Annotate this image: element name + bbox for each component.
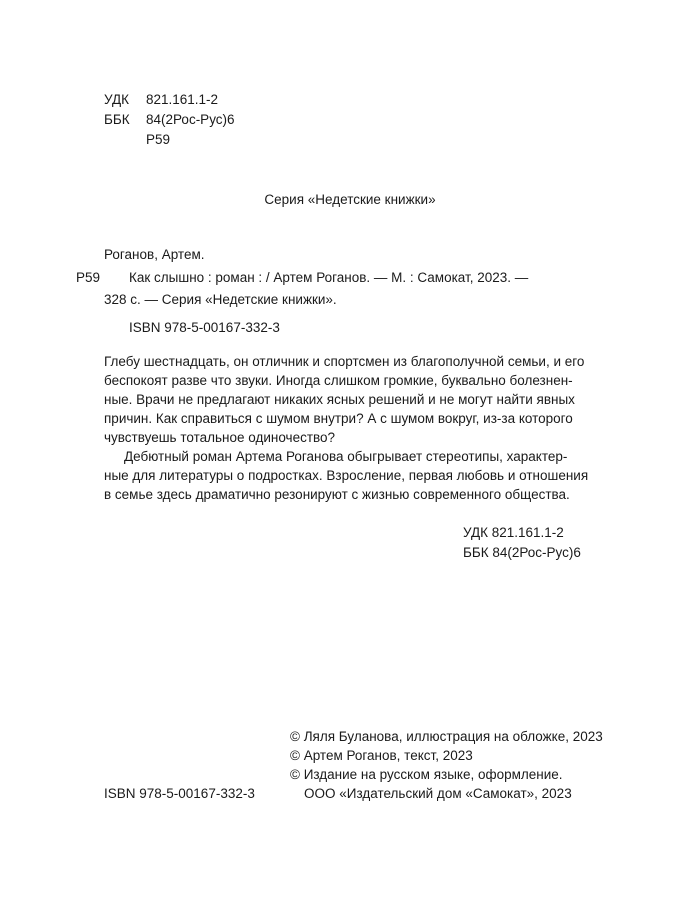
annotation-line: Глебу шестнадцать, он отличник и спортсмен из благополучной семьи, и его (104, 354, 585, 369)
annotation-paragraph-2 (104, 447, 594, 504)
annotation-paragraph-1 (104, 352, 594, 447)
bbk-row (104, 110, 235, 129)
author-code-row (104, 130, 170, 149)
annotation-line: чувствуешь тотальное одиночество? (104, 430, 336, 445)
record-author: Роганов, Артем. (104, 247, 205, 262)
annotation-line: ные для литературы о подростках. Взросление, первая любовь и отношения (104, 468, 589, 483)
udk-bottom: УДК 821.161.1-2 (463, 525, 564, 540)
bbk-label: ББК (104, 112, 130, 127)
udk-label: УДК (104, 92, 129, 107)
copyright-illustration: © Ляля Буланова, иллюстрация на обложке, 2023 (290, 729, 603, 744)
udk-row (104, 90, 218, 109)
isbn-bottom: ISBN 978-5-00167-332-3 (104, 786, 255, 801)
bbk-value: 84(2Рос-Рус)6 (146, 112, 235, 127)
bbk-bottom: ББК 84(2Рос-Рус)6 (463, 545, 581, 560)
annotation-line: причин. Как справиться с шумом внутри? А с шумом вокруг, из-за которого (104, 411, 573, 426)
record-pages-line: 328 с. — Серия «Недетские книжки». (104, 292, 337, 307)
copyright-publisher: ООО «Издательский дом «Самокат», 2023 (304, 786, 572, 801)
record-code: Р59 (76, 270, 101, 285)
udk-value: 821.161.1-2 (146, 92, 219, 107)
annotation-line: ные. Врачи не предлагают никаких ясных решений и не могут найти явных (104, 392, 575, 407)
copyright-text: © Артем Роганов, текст, 2023 (290, 748, 473, 763)
record-isbn: ISBN 978-5-00167-332-3 (129, 320, 280, 335)
author-code: Р59 (146, 132, 171, 147)
copyright-block (290, 727, 603, 803)
annotation (104, 352, 594, 504)
series-title: Серия «Недетские книжки» (264, 192, 436, 207)
copyright-edition: © Издание на русском языке, оформление. (290, 767, 563, 782)
record-title-line: Как слышно : роман : / Артем Роганов. — М. : Самокат, 2023. — (129, 270, 529, 285)
annotation-line: в семье здесь драматично резонируют с жизнью современного общества. (104, 487, 570, 502)
annotation-line: беспокоят разве что звуки. Иногда слишком громкие, буквально болезнен- (104, 373, 573, 388)
annotation-line: Дебютный роман Артема Роганова обыгрывает стереотипы, характер- (124, 449, 568, 464)
